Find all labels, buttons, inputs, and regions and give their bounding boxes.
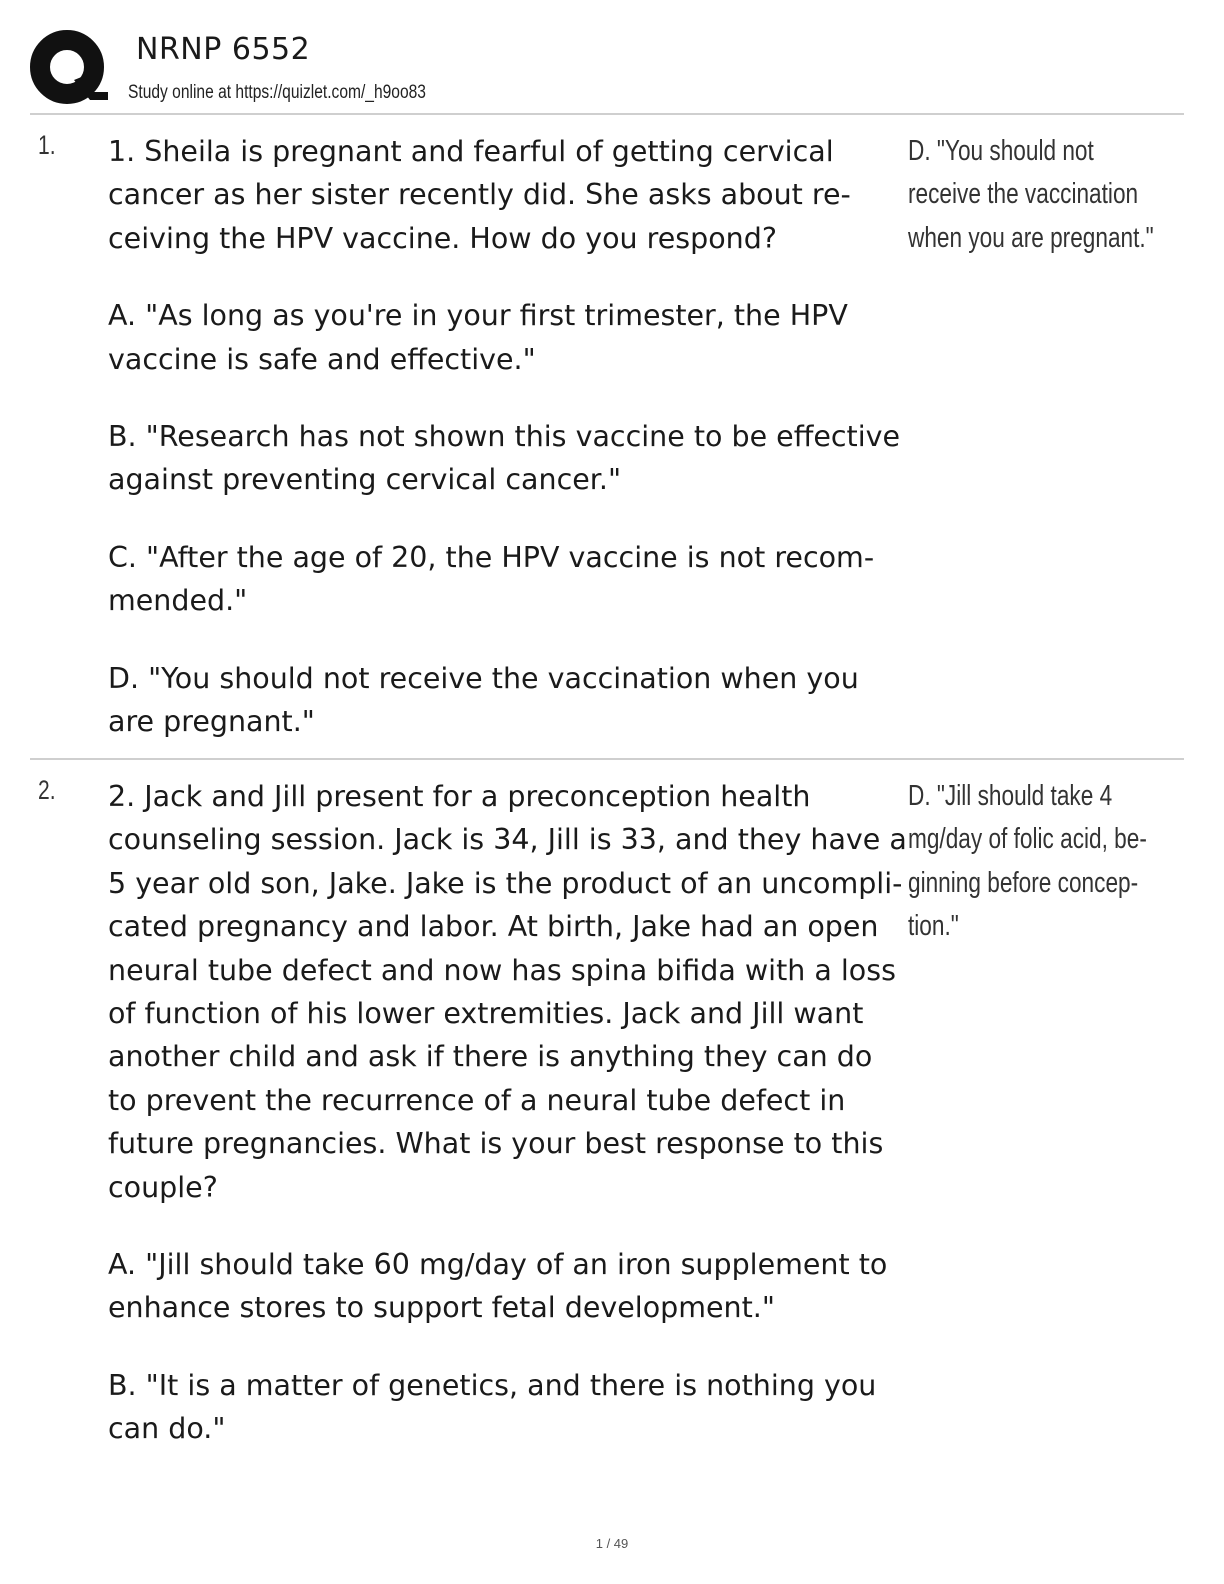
card-number: 2. xyxy=(38,775,56,805)
study-online-link[interactable]: Study online at https://quizlet.com/_h9oo83 xyxy=(128,82,426,103)
card-question xyxy=(108,130,908,777)
card-divider xyxy=(30,758,1184,760)
card-answer: D. "Jill should take 4 mg/day of folic acid, be-ginning before concep-tion." xyxy=(908,780,1147,943)
card-answer: D. "You should not receive the vaccination when you are pregnant." xyxy=(908,135,1154,254)
page-number: 1 / 49 xyxy=(595,1536,629,1551)
page-header xyxy=(30,28,1184,114)
question-text: 2. Jack and Jill present for a preconception health counseling session. Jack is 34, Jill is 33, and they have a 5 year old son, Jake. Jake is the product of an uncompli-cated pregnancy and labor. At birth, Jake had an open neural tube defect and now has spina bifida with a loss of function of his lower extremities. Jack and Jill want another child and ask if there is anything they can do to prevent the recurrence of a neural tube defect in future pregnancies. What is your best response to this couple? xyxy=(108,780,907,1204)
option-c: C. "After the age of 20, the HPV vaccine is not recom-mended." xyxy=(108,540,875,618)
page-title: NRNP 6552 xyxy=(136,32,311,67)
card-question xyxy=(108,775,908,1485)
option-b: B. "It is a matter of genetics, and there is nothing you can do." xyxy=(108,1368,877,1446)
option-b: B. "Research has not shown this vaccine to be effective against preventing cervical cancer." xyxy=(108,420,901,497)
option-a: A. "As long as you're in your first trimester, the HPV vaccine is safe and effective." xyxy=(108,299,848,376)
card-number: 1. xyxy=(38,130,56,160)
header-divider xyxy=(30,113,1184,115)
quizlet-logo-icon xyxy=(30,30,108,108)
option-a: A. "Jill should take 60 mg/day of an iron supplement to enhance stores to support fetal development." xyxy=(108,1248,888,1325)
question-text: 1. Sheila is pregnant and fearful of getting cervical cancer as her sister recently did. She asks about re-ceiving the HPV vaccine. How do you respond? xyxy=(108,135,851,255)
option-d: D. "You should not receive the vaccination when you are pregnant." xyxy=(108,661,859,739)
